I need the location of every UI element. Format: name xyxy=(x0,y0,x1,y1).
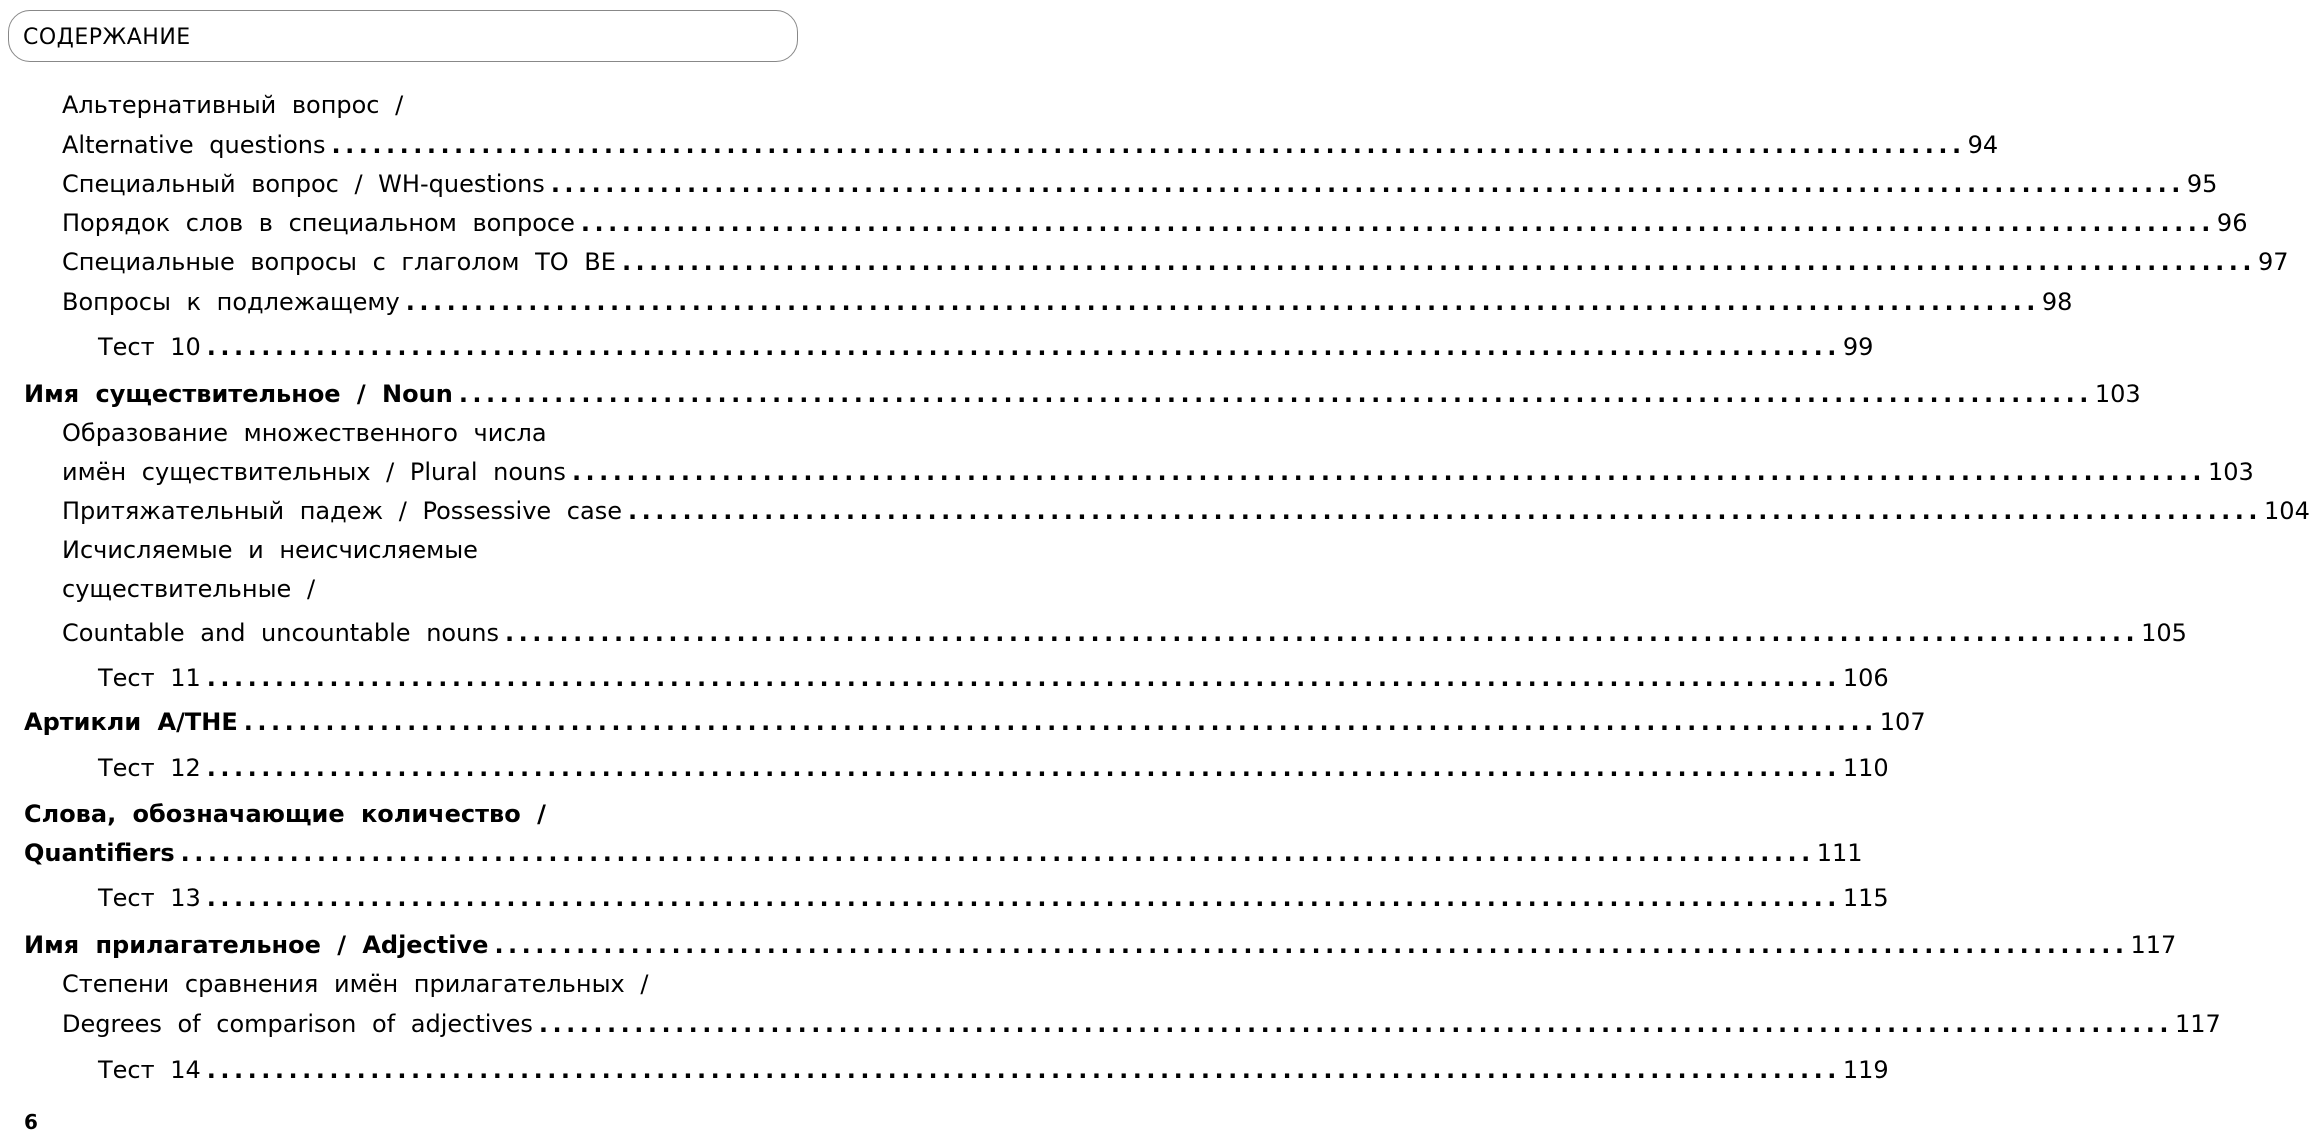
toc-entry: Имя существительное / Noun ........................................................................................................................ 103 xyxy=(24,377,786,411)
toc-entry-page: 117 xyxy=(2174,1010,2221,1038)
toc-entry-label: Образование множественного числа xyxy=(62,419,547,447)
toc-entry-page: 110 xyxy=(1842,754,1889,782)
toc-entry-label: Имя прилагательное / Adjective xyxy=(24,931,489,959)
toc-entry-label: Степени сравнения имён прилагательных / xyxy=(62,970,649,998)
toc-entry: Специальный вопрос / WH-questions ........................................................................................................................ 95 xyxy=(62,167,786,201)
toc-entry xyxy=(62,88,786,122)
toc-entry-page: 99 xyxy=(1842,333,1874,361)
toc-entry-page: 106 xyxy=(1842,664,1889,692)
toc-entry-page: 97 xyxy=(2258,248,2289,276)
toc-entry-page: 105 xyxy=(2141,619,2187,647)
toc-entry xyxy=(62,416,786,450)
toc-entry: Порядок слов в специальном вопросе ........................................................................................................................ 96 xyxy=(62,206,786,240)
toc-entry-label: Countable and uncountable nouns xyxy=(62,619,500,647)
toc-entry-label: Тест 13 xyxy=(98,884,201,912)
toc-entry-label: Тест 11 xyxy=(98,664,201,692)
toc-entry-label: Слова, обозначающие количество / xyxy=(24,800,546,828)
toc-entry: имён существительных / Plural nouns ........................................................................................................................ 103 xyxy=(62,455,786,489)
toc-entry: Alternative questions ........................................................................................................................ 94 xyxy=(62,128,786,162)
toc-entry-label: Притяжательный падеж / Possessive case xyxy=(62,497,622,525)
toc-entry-label: Специальные вопросы с глаголом TO BE xyxy=(62,248,616,276)
toc-entry: Вопросы к подлежащему ........................................................................................................................ 98 xyxy=(62,285,786,319)
toc-entry-label: Quantifiers xyxy=(24,839,175,867)
toc-entry: Quantifiers ........................................................................................................................ 111 xyxy=(24,836,786,870)
toc-entry-label: имён существительных / Plural nouns xyxy=(62,458,566,486)
toc-entry-page: 94 xyxy=(1967,131,1999,159)
toc-entry-page: 103 xyxy=(2208,458,2254,486)
toc-entry-page: 98 xyxy=(2041,288,2073,316)
section-title: СОДЕРЖАНИЕ xyxy=(23,25,191,50)
toc-entry-label: Порядок слов в специальном вопросе xyxy=(62,209,575,237)
toc-entry-label: Исчисляемые и неисчисляемые xyxy=(62,536,478,564)
toc-entry-label: Degrees of comparison of adjectives xyxy=(62,1010,533,1038)
toc-entry xyxy=(24,797,786,831)
toc-entry-label: Тест 10 xyxy=(98,333,201,361)
toc-entry-page: 107 xyxy=(1879,708,1926,736)
toc-entry-label: Специальный вопрос / WH-questions xyxy=(62,170,545,198)
toc-entry: Тест 11 ........................................................................................................................ 106 xyxy=(98,661,786,695)
toc-entry-label: Тест 12 xyxy=(98,754,201,782)
toc-entry xyxy=(62,533,786,567)
toc-entry: Тест 12 ........................................................................................................................ 110 xyxy=(98,751,786,785)
toc-entry-page: 95 xyxy=(2186,170,2218,198)
toc-entry-label: Имя существительное / Noun xyxy=(24,380,453,408)
toc-entry-label: существительные / xyxy=(62,575,316,603)
toc-entry: Тест 14 ........................................................................................................................ 119 xyxy=(98,1053,786,1087)
toc-entry-label: Alternative questions xyxy=(62,131,326,159)
toc-entry: Притяжательный падеж / Possessive case ........................................................................................................................ 104 xyxy=(62,494,786,528)
toc-entry-label: Артикли A/THE xyxy=(24,708,238,736)
toc-entry: Специальные вопросы с глаголом TO BE ........................................................................................................................ 97 xyxy=(62,245,786,279)
toc-entry-page: 104 xyxy=(2264,497,2310,525)
toc-entry: Имя прилагательное / Adjective ........................................................................................................................ 117 xyxy=(24,928,786,962)
toc-entry-page: 119 xyxy=(1842,1056,1889,1084)
toc-entry-page: 96 xyxy=(2216,209,2248,237)
toc-entry xyxy=(62,572,786,606)
toc-entry: Degrees of comparison of adjectives ........................................................................................................................ 117 xyxy=(62,1007,786,1041)
page-number: 6 xyxy=(24,1110,38,1134)
toc-entry-page: 115 xyxy=(1842,884,1889,912)
toc-entry xyxy=(62,967,786,1001)
toc-entry-label: Тест 14 xyxy=(98,1056,201,1084)
toc-entry: Countable and uncountable nouns ........................................................................................................................ 105 xyxy=(62,616,786,650)
toc-entry-page: 103 xyxy=(2094,380,2141,408)
toc-entry-page: 117 xyxy=(2130,931,2177,959)
toc-entry-page: 111 xyxy=(1816,839,1863,867)
toc-entry: Тест 13 ........................................................................................................................ 115 xyxy=(98,881,786,915)
toc-entry: Артикли A/THE ........................................................................................................................ 107 xyxy=(24,705,786,739)
toc-entry: Тест 10 ........................................................................................................................ 99 xyxy=(98,330,786,364)
toc-entry-label: Альтернативный вопрос / xyxy=(62,91,404,119)
toc-entry-label: Вопросы к подлежащему xyxy=(62,288,400,316)
